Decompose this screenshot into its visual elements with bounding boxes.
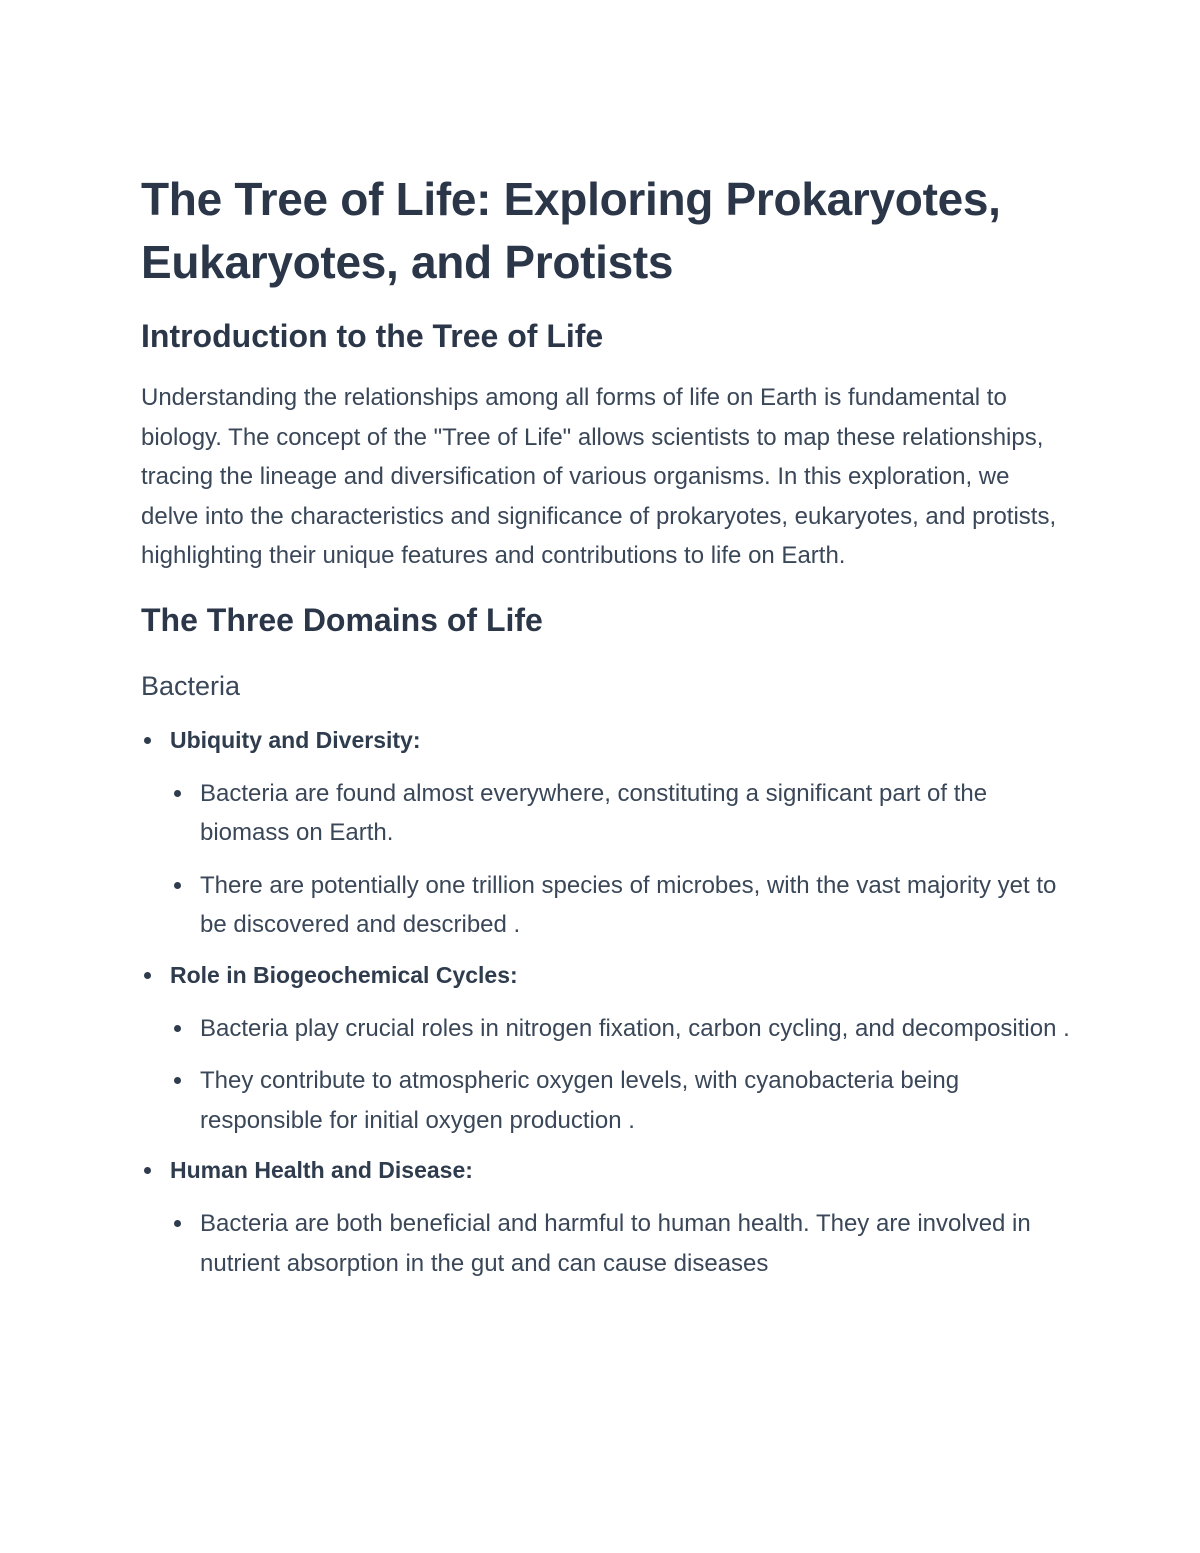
bacteria-heading: Bacteria (141, 670, 241, 701)
sub-list (170, 1204, 1071, 1283)
document-page (141, 168, 1071, 1297)
sub-list-item-text: There are potentially one trillion species of microbes, with the vast majority yet to be discovered and described . (200, 871, 1057, 938)
list-item (141, 724, 1071, 945)
sub-list-item (170, 1061, 1071, 1140)
list-item (141, 959, 1071, 1141)
sub-list (170, 1009, 1071, 1141)
sub-list-item (170, 774, 1071, 853)
bullet-icon (174, 1025, 181, 1032)
bacteria-list (141, 724, 1071, 1284)
list-item-label: Role in Biogeochemical Cycles: (170, 961, 518, 988)
bullet-icon (144, 972, 151, 979)
list-item-label: Ubiquity and Diversity: (170, 726, 421, 753)
bullet-icon (174, 882, 181, 889)
intro-paragraph: Understanding the relationships among all forms of life on Earth is fundamental to biology. The concept of the "Tree of Life" allows scientists to map these relationships, tracing the lineage and diversification of various organisms. In this exploration, we delve into the characteristics and significance of prokaryotes, eukaryotes, and protists, highlighting their unique features and contributions to life on Earth. (141, 384, 1057, 569)
sub-list-item-text: Bacteria play crucial roles in nitrogen fixation, carbon cycling, and decomposition . (200, 1014, 1070, 1042)
sub-list-item-text: Bacteria are found almost everywhere, constituting a significant part of the biomass on Earth. (200, 779, 988, 846)
bullet-icon (174, 1077, 181, 1084)
sub-list-item (170, 1204, 1071, 1283)
domains-heading: The Three Domains of Life (141, 601, 543, 638)
bullet-icon (144, 737, 151, 744)
list-item (141, 1154, 1071, 1283)
bullet-icon (174, 1220, 181, 1227)
bullet-icon (174, 790, 181, 797)
sub-list-item (170, 1009, 1071, 1049)
document-title: The Tree of Life: Exploring Prokaryotes, Eukaryotes, and Protists (141, 173, 1001, 288)
sub-list (170, 774, 1071, 945)
intro-heading: Introduction to the Tree of Life (141, 318, 604, 354)
sub-list-item-text: They contribute to atmospheric oxygen levels, with cyanobacteria being responsible for initial oxygen production . (200, 1067, 960, 1134)
list-item-label: Human Health and Disease: (170, 1157, 473, 1183)
sub-list-item-text: Bacteria are both beneficial and harmful to human health. They are involved in nutrient absorption in the gut and can cause diseases (200, 1210, 1031, 1277)
bullet-icon (144, 1167, 151, 1174)
sub-list-item (170, 866, 1071, 945)
